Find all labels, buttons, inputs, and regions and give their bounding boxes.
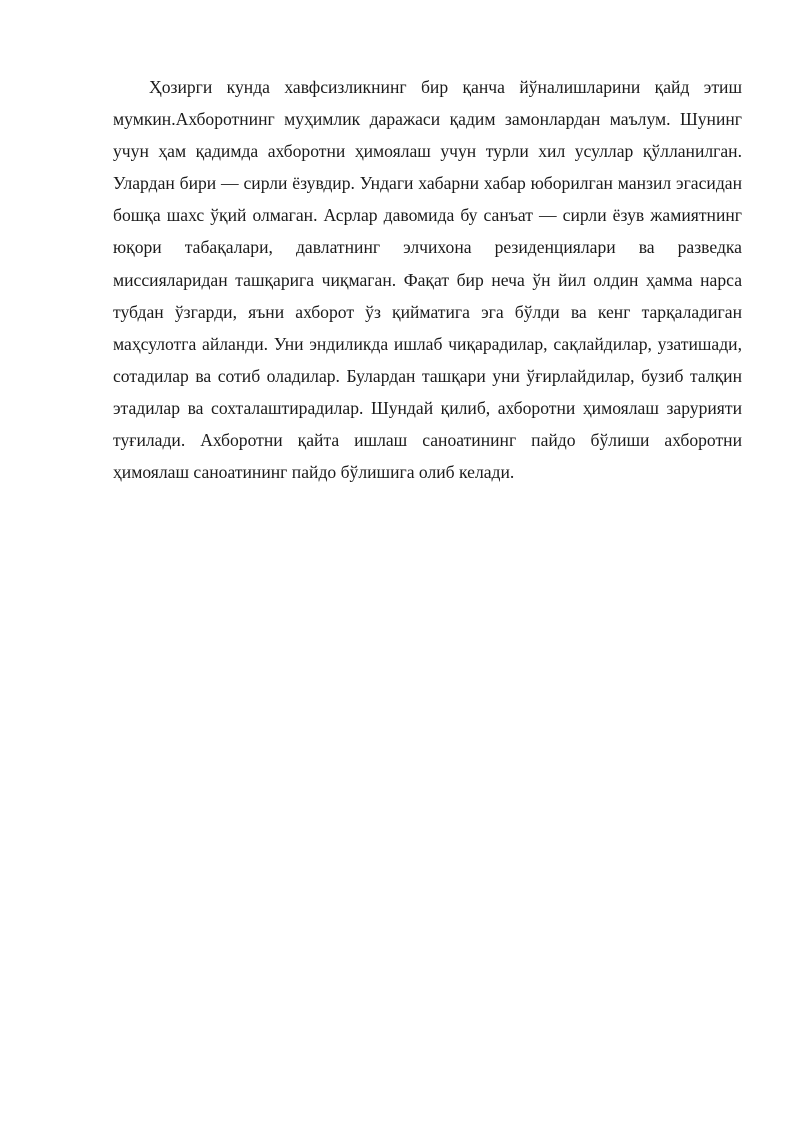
body-paragraph: Ҳозирги кунда хавфсизликнинг бир қанча йўналишларини қайд этиш мумкин.Ахборотнинг муҳимлик даражаси қадим замонлардан маълум. Шунинг учун ҳам қадимда ахборотни ҳимоялаш учун турли хил усуллар қўлланилган. Улардан бири — сирли ёзувдир. Ундаги хабарни хабар юборилган манзил эгасидан бошқа шахс ўқий олмаган. Асрлар давомида бу санъат — сирли ёзув жамиятнинг юқори табақалари, давлатнинг элчихона резиденциялари ва разведка миссияларидан ташқарига чиқмаган. Фақат бир неча ўн йил олдин ҳамма нарса тубдан ўзгарди, яъни ахборот ўз қийматига эга бўлди ва кенг тарқаладиган маҳсулотга айланди. Уни эндиликда ишлаб чиқарадилар, сақлайдилар, узатишади, сотадилар ва сотиб оладилар. Булардан ташқари уни ўғирлайдилар, бузиб талқин этадилар ва сохталаштирадилар. Шундай қилиб, ахборотни ҳимоялаш зарурияти туғилади. Ахборотни қайта ишлаш саноатининг пайдо бўлиши ахборотни ҳимоялаш саноатининг пайдо бўлишига олиб келади. xyxy=(113,77,742,483)
